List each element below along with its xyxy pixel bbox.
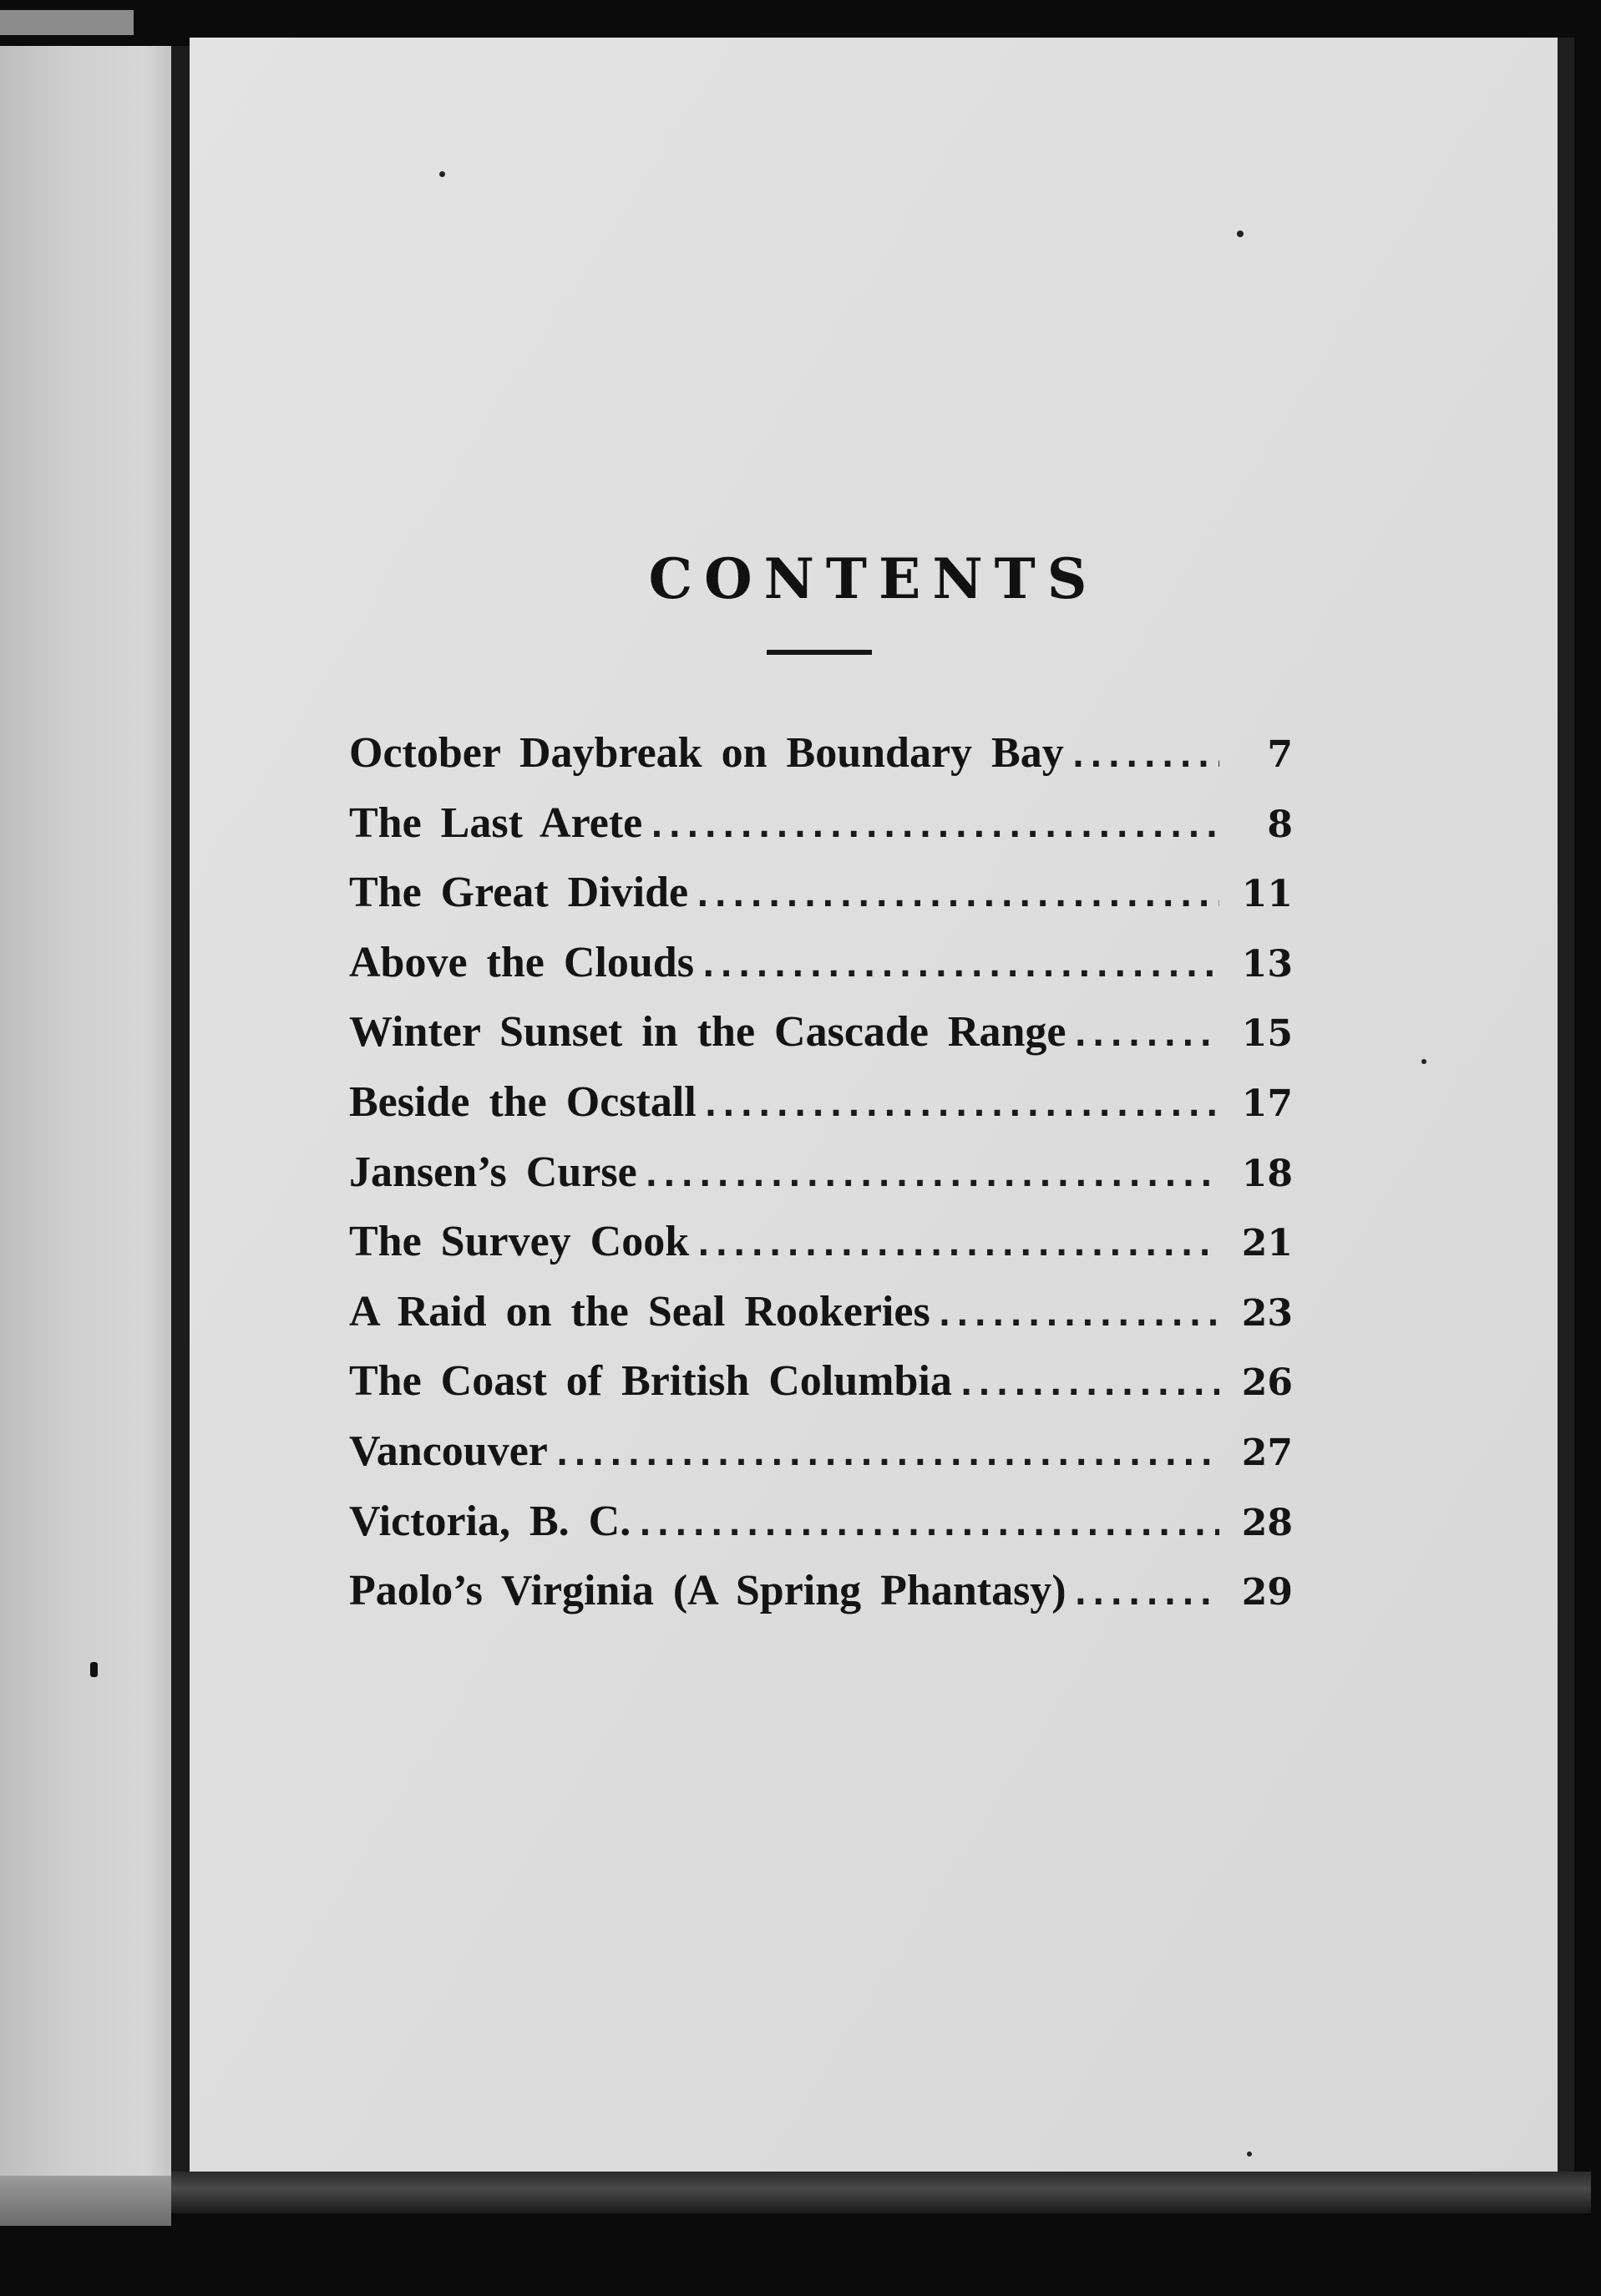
toc-entry-title: The Coast of British Columbia (349, 1357, 952, 1406)
toc-entry (349, 1007, 1293, 1077)
toc-dot-leader (705, 1087, 1219, 1123)
toc-entry-title: Paolo’s Virginia (A Spring Phantasy) (349, 1567, 1066, 1615)
left-page-top-strip (0, 10, 134, 35)
toc-entry-page-number: 15 (1241, 1012, 1293, 1056)
toc-entry-page-number: 17 (1241, 1082, 1293, 1125)
scan-speck (439, 171, 445, 177)
toc-entry-title: Victoria, B. C. (349, 1497, 631, 1545)
toc-entry-page-number: 18 (1241, 1152, 1293, 1195)
toc-dot-leader (1074, 1016, 1219, 1053)
toc-dot-leader (960, 1366, 1219, 1402)
toc-entry-page-number: 27 (1241, 1431, 1293, 1474)
page-title: CONTENTS (648, 546, 1099, 612)
scan-speck (1237, 231, 1244, 237)
toc-entry (349, 798, 1293, 869)
toc-entry-title: The Great Divide (349, 869, 689, 917)
toc-entry (349, 1287, 1293, 1357)
toc-dot-leader (697, 877, 1219, 914)
toc-entry-page-number: 13 (1241, 942, 1293, 986)
table-of-contents (349, 728, 1293, 1636)
toc-entry-title: Above the Clouds (349, 938, 694, 986)
toc-entry (349, 1217, 1293, 1287)
toc-entry (349, 868, 1293, 938)
toc-dot-leader (646, 1157, 1219, 1194)
toc-entry (349, 1077, 1293, 1148)
toc-dot-leader (639, 1506, 1219, 1543)
toc-dot-leader (556, 1436, 1219, 1472)
page-right-edge (1558, 38, 1574, 2176)
book-spine-gutter (171, 46, 190, 2176)
toc-entry (349, 1427, 1293, 1497)
toc-entry-title: The Survey Cook (349, 1218, 690, 1266)
toc-entry-title: Vancouver (349, 1427, 548, 1475)
toc-entry (349, 1356, 1293, 1427)
toc-entry-page-number: 21 (1241, 1222, 1293, 1265)
toc-entry-title: A Raid on the Seal Rookeries (349, 1287, 930, 1336)
page-bottom-edge (171, 2172, 1591, 2213)
toc-entry-title: Jansen’s Curse (349, 1148, 637, 1196)
scan-speck (1421, 1059, 1426, 1064)
toc-entry-title: October Daybreak on Boundary Bay (349, 729, 1064, 777)
toc-entry (349, 728, 1293, 798)
left-page-bottom-strip (0, 2176, 171, 2226)
toc-entry-page-number: 23 (1241, 1291, 1293, 1335)
scan-fleck (90, 1662, 98, 1677)
left-facing-page (0, 46, 171, 2176)
toc-dot-leader (651, 808, 1219, 844)
toc-dot-leader (1075, 1575, 1219, 1612)
toc-entry (349, 1148, 1293, 1218)
scan-speck (1247, 2152, 1252, 2157)
toc-entry-title: Winter Sunset in the Cascade Range (349, 1008, 1066, 1057)
toc-dot-leader (939, 1296, 1219, 1333)
toc-dot-leader (1072, 737, 1219, 774)
toc-entry-page-number: 11 (1241, 873, 1293, 916)
toc-entry (349, 1566, 1293, 1636)
toc-entry-title: The Last Arete (349, 798, 643, 847)
toc-entry (349, 1497, 1293, 1567)
toc-entry-title: Beside the Ocstall (349, 1077, 697, 1126)
toc-entry-page-number: 7 (1267, 733, 1293, 776)
title-underline-rule (767, 650, 872, 655)
toc-entry-page-number: 28 (1241, 1501, 1293, 1544)
toc-entry (349, 938, 1293, 1008)
toc-entry-page-number: 8 (1267, 803, 1293, 846)
toc-entry-page-number: 29 (1241, 1571, 1293, 1614)
toc-dot-leader (697, 1226, 1219, 1263)
toc-dot-leader (702, 947, 1219, 984)
toc-entry-page-number: 26 (1241, 1361, 1293, 1405)
